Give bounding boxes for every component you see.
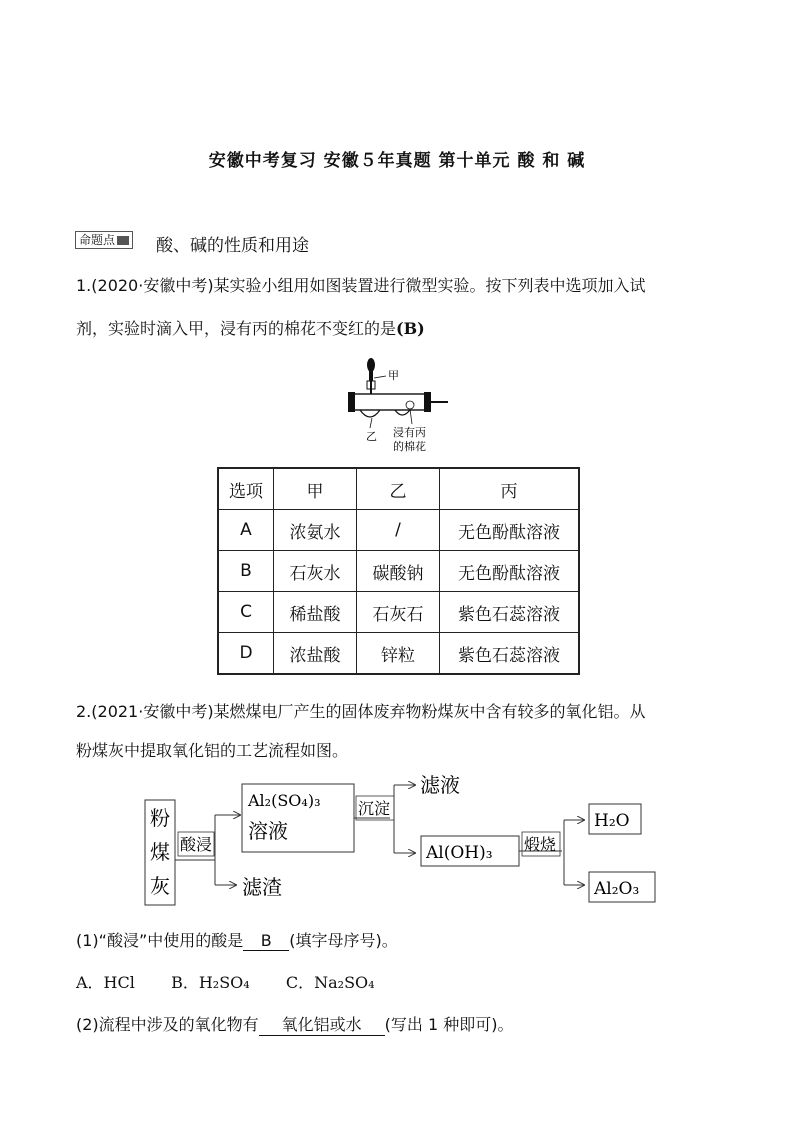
product-alumina: Al₂O₃ xyxy=(594,879,640,899)
question-1-line-2 xyxy=(76,316,425,339)
table-cell: 锌粒 xyxy=(357,633,440,675)
table-header-cell: 选项 xyxy=(218,468,274,510)
box1-text: 溶液 xyxy=(248,819,288,843)
topic-tag-label: 命题点 xyxy=(79,233,116,247)
table-row xyxy=(218,510,579,551)
label-bing-line2: 的棉花 xyxy=(393,440,426,453)
filtrate-label: 滤液 xyxy=(420,773,460,797)
topic-tag xyxy=(75,231,133,249)
table-cell: 无色酚酞溶液 xyxy=(440,510,580,551)
table-header-cell: 乙 xyxy=(357,468,440,510)
section-title: 酸、碱的性质和用途 xyxy=(156,236,309,256)
subquestion-1-answer: B xyxy=(243,931,289,951)
residue-label: 滤渣 xyxy=(242,875,282,899)
subquestion-1-suffix: (填字母序号)。 xyxy=(289,931,398,950)
table-row xyxy=(218,592,579,633)
question-2-line-1: 2.(2021·安徽中考)某燃煤电厂产生的固体废弃物粉煤灰中含有较多的氧化铝。从 xyxy=(76,702,646,721)
subquestion-2 xyxy=(76,1012,514,1036)
question-1-line-1: 1.(2020·安徽中考)某实验小组用如图装置进行微型实验。按下列表中选项加入试 xyxy=(76,276,646,295)
table-cell: 浓盐酸 xyxy=(274,633,357,675)
subquestion-1-prefix: (1)“酸浸”中使用的酸是 xyxy=(76,931,244,950)
table-cell: D xyxy=(218,633,274,675)
table-cell: 紫色石蕊溶液 xyxy=(440,633,580,675)
question-2-line-2: 粉煤灰中提取氧化铝的工艺流程如图。 xyxy=(76,741,349,760)
table-cell: 碳酸钠 xyxy=(357,551,440,592)
apparatus-figure xyxy=(340,352,460,454)
page-title: 安徽中考复习 安徽５年真题 第十单元 酸 和 碱 xyxy=(208,151,586,171)
box1-formula: Al₂(SO₄)₃ xyxy=(248,791,321,810)
topic-number-one-icon xyxy=(117,236,129,245)
table-row xyxy=(218,633,579,675)
label-jia: 甲 xyxy=(388,369,399,382)
start-char-3: 灰 xyxy=(150,874,170,898)
table-cell: B xyxy=(218,551,274,592)
product-water: H₂O xyxy=(594,811,630,831)
choice-c: C．Na₂SO₄ xyxy=(285,973,375,992)
box2-formula: Al(OH)₃ xyxy=(426,843,493,863)
table-cell: 稀盐酸 xyxy=(274,592,357,633)
table-row xyxy=(218,551,579,592)
label-yi: 乙 xyxy=(366,430,377,443)
choices-line xyxy=(76,970,375,993)
question-1-text: 剂，实验时滴入甲，浸有丙的棉花不变红的是 xyxy=(76,319,397,338)
table-header-cell: 甲 xyxy=(274,468,357,510)
table-header-cell: 丙 xyxy=(440,468,580,510)
process-flow-diagram xyxy=(140,770,670,912)
table-cell: 石灰水 xyxy=(274,551,357,592)
table-cell: 无色酚酞溶液 xyxy=(440,551,580,592)
start-char-2: 煤 xyxy=(150,840,170,864)
table-header-row xyxy=(218,468,579,510)
choice-b: B．H₂SO₄ xyxy=(171,973,250,992)
subquestion-2-answer: 氧化铝或水 xyxy=(259,1012,385,1036)
table-cell: 浓氨水 xyxy=(274,510,357,551)
label-bing-line1: 浸有丙 xyxy=(393,426,426,439)
start-char-1: 粉 xyxy=(150,806,170,830)
subquestion-2-suffix: (写出 1 种即可)。 xyxy=(384,1015,514,1034)
table-cell: / xyxy=(357,510,440,551)
step-calcine: 煅烧 xyxy=(524,835,557,854)
table-cell: 紫色石蕊溶液 xyxy=(440,592,580,633)
options-table xyxy=(217,467,580,675)
table-cell: C xyxy=(218,592,274,633)
table-cell: 石灰石 xyxy=(357,592,440,633)
table-cell: A xyxy=(218,510,274,551)
step-acid-leach: 酸浸 xyxy=(180,835,213,854)
choice-a: A．HCl xyxy=(76,973,135,992)
subquestion-1 xyxy=(76,928,398,951)
subquestion-2-prefix: (2)流程中涉及的氧化物有 xyxy=(76,1015,259,1034)
step-precipitate: 沉淀 xyxy=(358,799,391,818)
question-1-answer: (B) xyxy=(396,319,425,338)
